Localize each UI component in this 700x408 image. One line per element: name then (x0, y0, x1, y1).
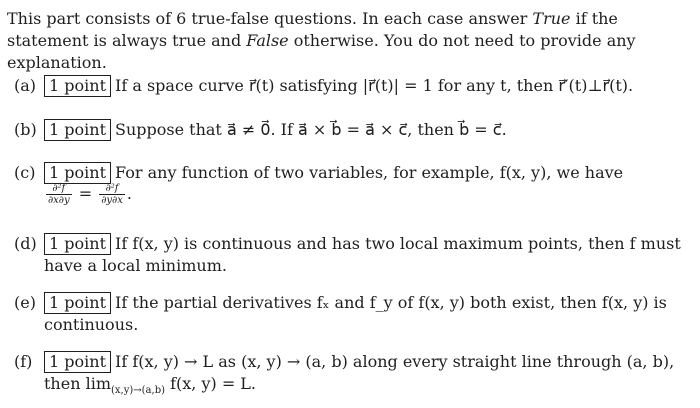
question-text: If f(x, y) → L as (x, y) → (a, b) along every straight line through (a, b), (115, 352, 675, 371)
question-text: For any function of two variables, for example, f(x, y), we have (115, 163, 624, 182)
question-e (14, 292, 692, 336)
false-word: False (246, 31, 289, 50)
period: . (126, 184, 132, 203)
question-label: (c) (14, 163, 36, 182)
question-b (14, 119, 692, 141)
equation-line (44, 183, 692, 206)
question-label: (b) (14, 120, 37, 139)
question-label: (f) (14, 352, 33, 371)
point-badge: 1 point (44, 233, 111, 255)
point-badge: 1 point (44, 119, 111, 141)
point-badge: 1 point (44, 292, 111, 314)
instructions-paragraph (7, 8, 693, 74)
fraction-numerator: ∂²f (99, 183, 125, 195)
equals-sign: = (78, 184, 93, 203)
question-text: If the partial derivatives fₓ and f_y of f(x, y) both exist, then f(x, y) is (115, 293, 667, 312)
question-text: Suppose that a⃗ ≠ 0⃗. If a⃗ × b⃗ = a⃗ × c⃗, then b⃗ = c⃗. (115, 120, 507, 139)
question-text: If a space curve r⃗(t) satisfying |r⃗(t)| = 1 for any t, then r⃗′(t)⊥r⃗(t). (115, 76, 634, 95)
limit-subscript: (x,y)→(a,b) (111, 385, 165, 397)
fraction-denominator: ∂x∂y (48, 195, 70, 206)
question-c (14, 162, 692, 206)
question-label: (a) (14, 76, 37, 95)
mixed-partial-yx (99, 183, 125, 206)
point-badge: 1 point (44, 351, 111, 373)
question-text-continued (44, 373, 692, 402)
question-text-continued: continuous. (44, 315, 139, 334)
question-f (14, 351, 692, 402)
limit-text: then lim (44, 374, 111, 393)
limit-text-end: f(x, y) = L. (165, 374, 257, 393)
point-badge: 1 point (44, 162, 111, 184)
question-a (14, 75, 692, 97)
question-text-continued: have a local minimum. (44, 256, 227, 275)
question-d (14, 233, 692, 277)
instructions-text-c: otherwise. You do not need to provide any explanation. (7, 31, 636, 72)
instructions-text-a: This part consists of 6 true-false questions. In each case answer (7, 9, 533, 28)
question-label: (e) (14, 293, 36, 312)
fraction-numerator: ∂²f (46, 183, 72, 195)
true-word: True (532, 9, 571, 28)
question-label: (d) (14, 234, 37, 253)
question-text: If f(x, y) is continuous and has two local maximum points, then f must (115, 234, 681, 253)
mixed-partial-xy (46, 183, 72, 206)
fraction-denominator: ∂y∂x (101, 195, 123, 206)
instructions-text-b: if the statement is always true and (7, 9, 618, 50)
point-badge: 1 point (44, 75, 111, 97)
